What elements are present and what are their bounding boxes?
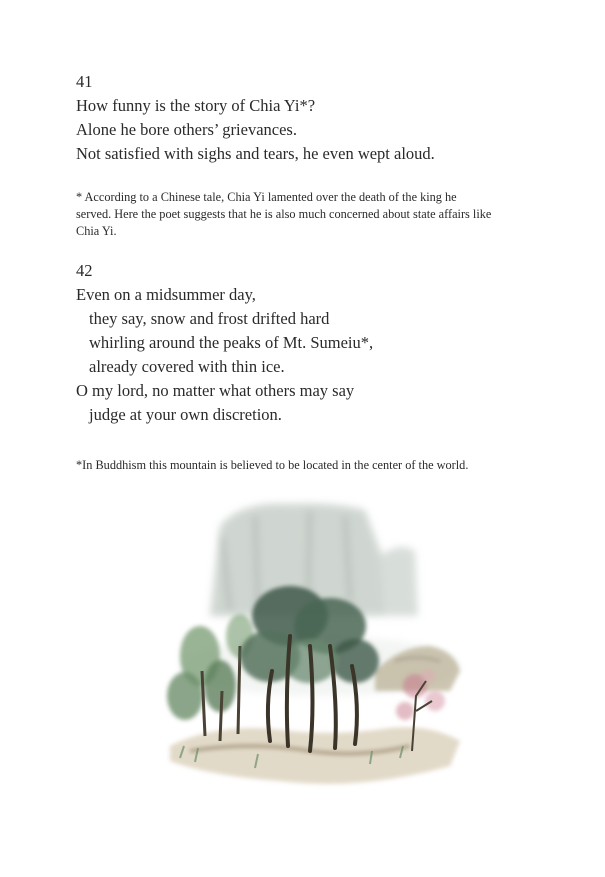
landscape-illustration bbox=[160, 496, 470, 796]
footnote-line: *In Buddhism this mountain is believed to be located in the center of the world. bbox=[76, 458, 469, 472]
poem-line: already covered with thin ice. bbox=[89, 357, 285, 376]
footnote-line: * According to a Chinese tale, Chia Yi lamented over the death of the king he bbox=[76, 190, 457, 204]
poem-line: Even on a midsummer day, bbox=[76, 285, 256, 304]
footnote-line: served. Here the poet suggests that he is also much concerned about state affairs like bbox=[76, 207, 492, 221]
footnote-line: Chia Yi. bbox=[76, 224, 117, 238]
poem-line: Not satisfied with sighs and tears, he even wept aloud. bbox=[76, 144, 435, 163]
poem-line: whirling around the peaks of Mt. Sumeiu*, bbox=[89, 333, 374, 352]
poem-line: they say, snow and frost drifted hard bbox=[89, 309, 330, 328]
ground bbox=[170, 727, 460, 784]
poem-line: O my lord, no matter what others may say bbox=[76, 381, 355, 400]
poem-line: judge at your own discretion. bbox=[89, 405, 282, 424]
poem-number: 42 bbox=[76, 261, 93, 280]
poem-line: Alone he bore others’ grievances. bbox=[76, 120, 297, 139]
poem-line: How funny is the story of Chia Yi*? bbox=[76, 96, 316, 115]
poem-number: 41 bbox=[76, 72, 93, 91]
